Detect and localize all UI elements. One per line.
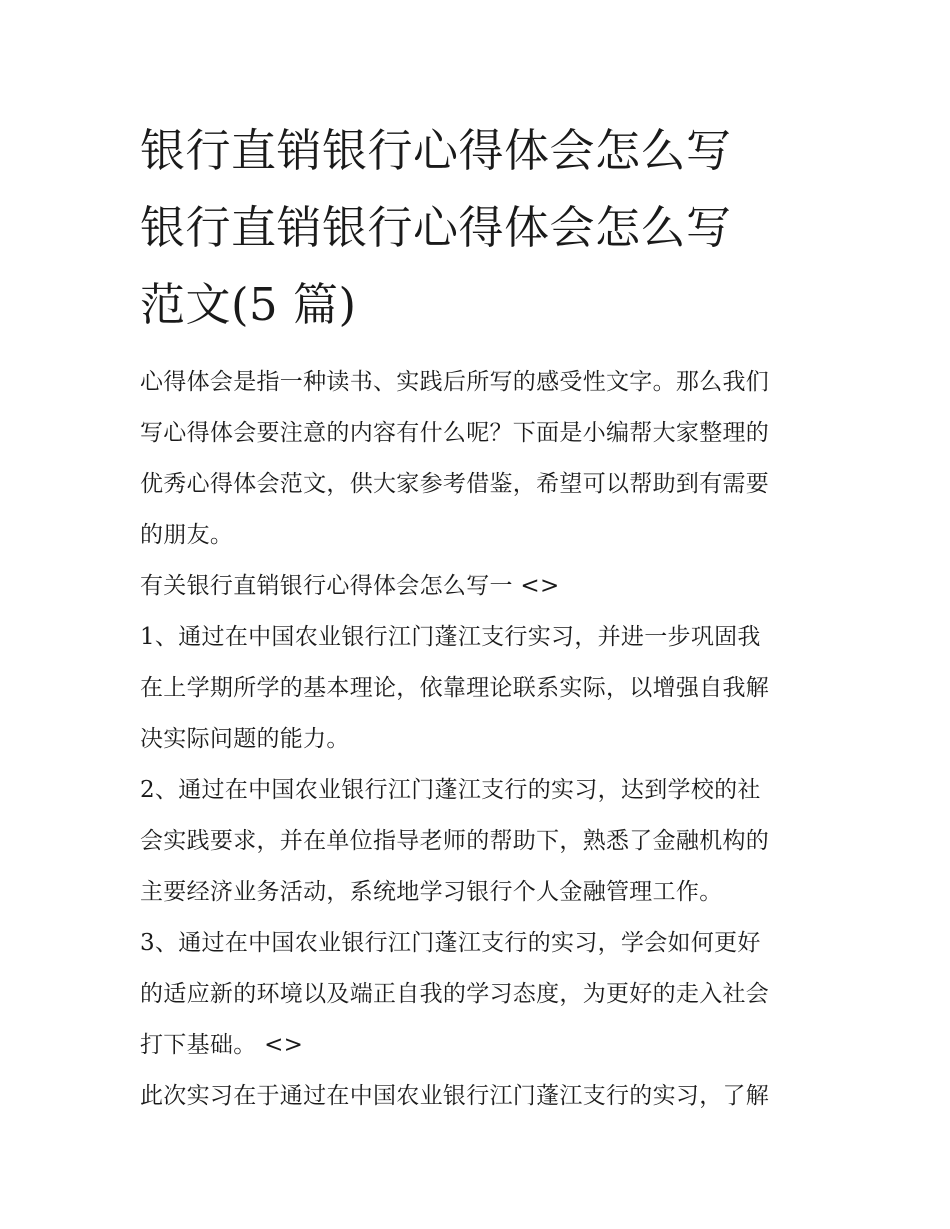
list-item-1: 1、通过在中国农业银行江门蓬江支行实习，并进一步巩固我 在上学期所学的基本理论，依靠理论联系实际，以增强自我解 决实际问题的能力。	[140, 624, 770, 752]
title-line-3: 范文(5 篇)	[140, 278, 357, 331]
document-page	[140, 0, 820, 1229]
body-paragraph: 此次实习在于通过在中国农业银行江门蓬江支行的实习，了解	[140, 1083, 770, 1109]
section-heading: 有关银行直销银行心得体会怎么写一 <>	[140, 573, 560, 599]
list-item-2: 2、通过在中国农业银行江门蓬江支行的实习，达到学校的社 会实践要求，并在单位指导老师的帮助下，熟悉了金融机构的 主要经济业务活动，系统地学习银行个人金融管理工作。	[140, 777, 770, 905]
document-title	[140, 0, 820, 343]
list-item-3: 3、通过在中国农业银行江门蓬江支行的实习，学会如何更好 的适应新的环境以及端正自我的学习态度，为更好的走入社会 打下基础。 <>	[140, 930, 770, 1058]
intro-paragraph: 心得体会是指一种读书、实践后所写的感受性文字。那么我们 写心得体会要注意的内容有什么呢？下面是小编帮大家整理的 优秀心得体会范文，供大家参考借鉴，希望可以帮助到有需要 的朋友。	[140, 369, 770, 548]
title-line-1: 银行直销银行心得体会怎么写	[140, 124, 732, 177]
document-body	[140, 357, 820, 1122]
title-line-2: 银行直销银行心得体会怎么写	[140, 201, 732, 254]
